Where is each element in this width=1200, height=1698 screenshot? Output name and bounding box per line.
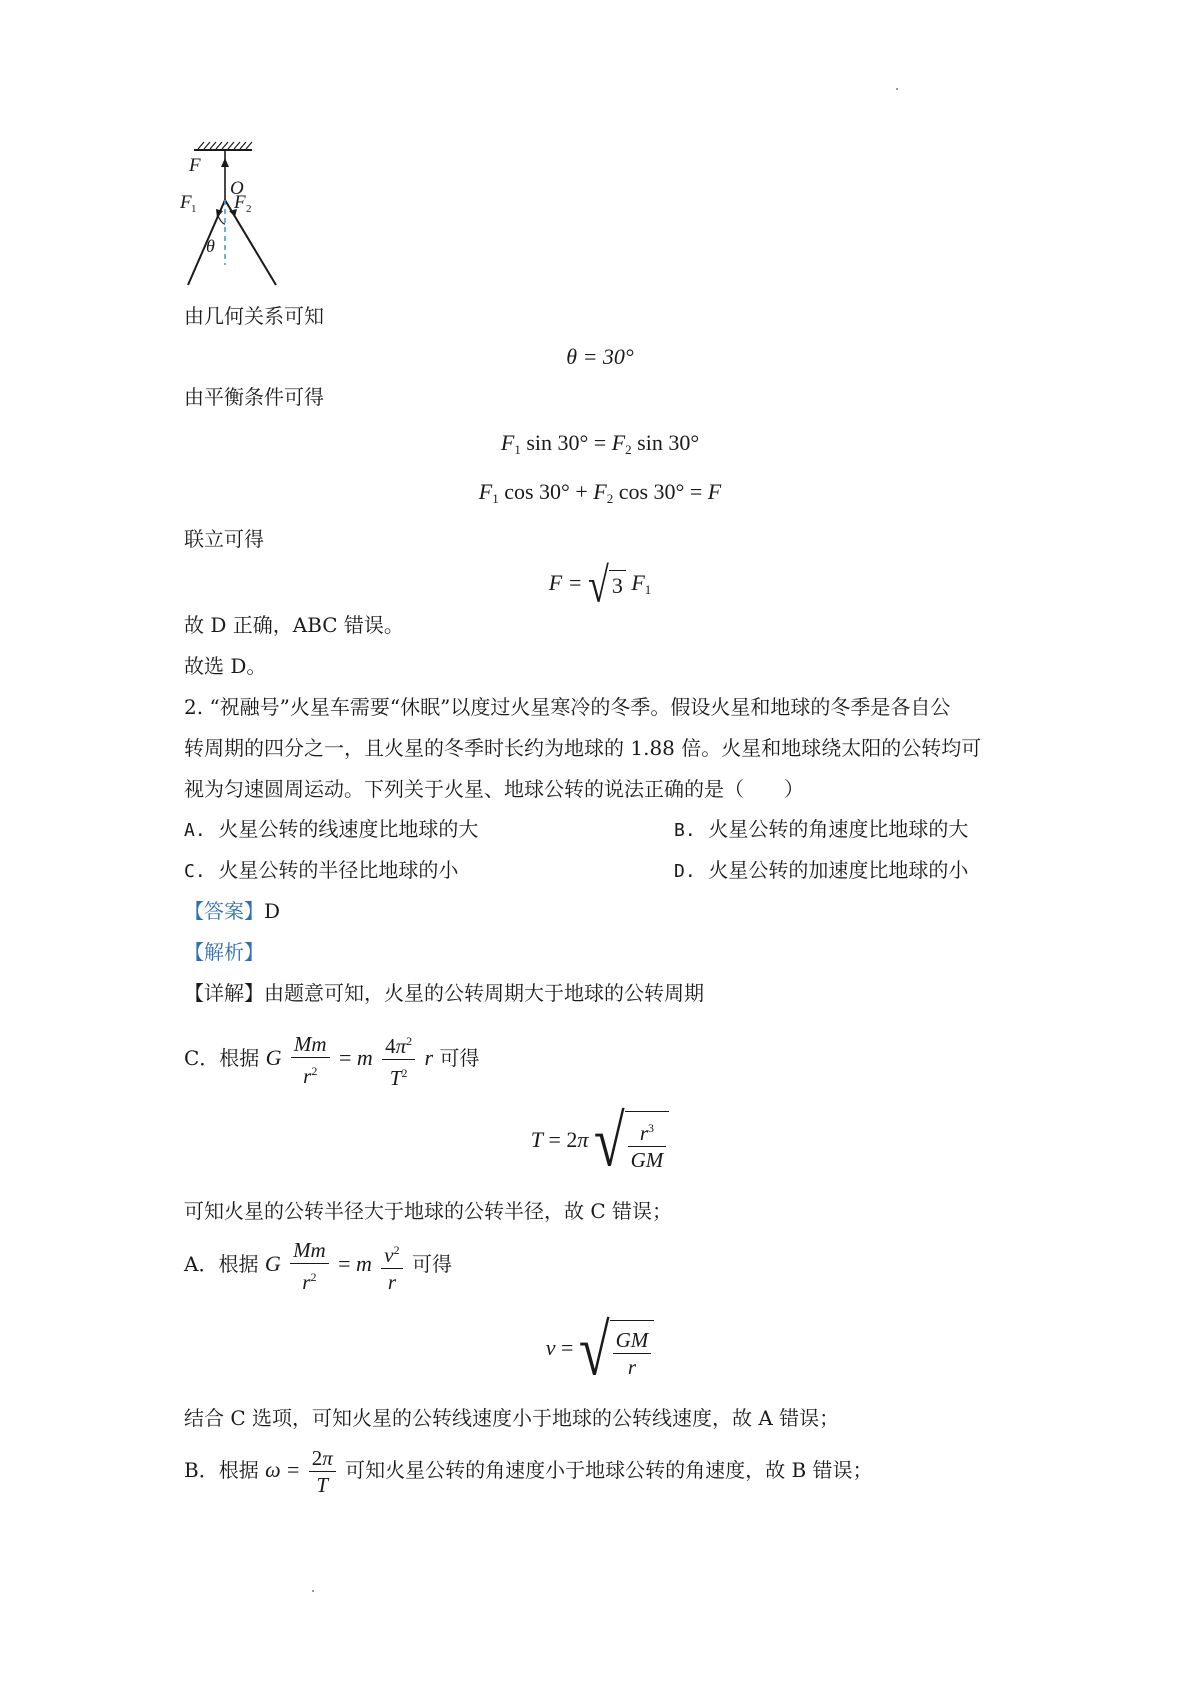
detail-c-line: C．根据 G $\frac{Mm}{r^2}$ = m $\frac{4\pi^2}{T^2}$ r 可得 <box>184 1028 479 1091</box>
detail-a-line: A．根据 G $\frac{Mm}{r^2}$ = m $\frac{v^2}{r}$ 可得 <box>184 1237 452 1294</box>
force-diagram <box>180 140 300 290</box>
option-c <box>184 856 458 886</box>
equation-result: F = √ 3 $F_1$ <box>548 558 652 613</box>
angle-arc <box>218 216 225 224</box>
equation-theta: θ = 30° <box>566 344 634 369</box>
eq3-f1: F <box>631 570 645 595</box>
label-f1: F <box>180 192 192 213</box>
label-f2-sub: 2 <box>246 203 252 215</box>
option-d <box>674 856 968 886</box>
detail-a-conclusion: 结合 C 选项，可知火星的公转线速度小于地球的公转线速度，故 A 错误； <box>184 1406 840 1430</box>
detail-b-line: B．根据 ω = $\frac{2\pi}{T}$ 可知火星公转的角速度小于地球公转的角速度，故 B 错误； <box>184 1446 873 1497</box>
label-theta: θ <box>206 236 215 256</box>
corner-mark-bottom <box>312 1590 314 1592</box>
option-a <box>184 815 478 845</box>
label-f2: F <box>234 192 246 213</box>
option-a-text: 火星公转的线速度比地球的大 <box>218 817 479 841</box>
option-c-label: C. <box>184 861 206 882</box>
equation-period: T = 2π √ $\frac{r^3}{GM}$ <box>0 1110 1200 1173</box>
detail-a-prefix: A．根据 <box>184 1252 259 1276</box>
answer-value: D <box>264 899 281 923</box>
text-geometry: 由几何关系可知 <box>184 304 324 328</box>
fraction-mm-r2: $\frac{Mm}{r^2}$ <box>291 1031 330 1089</box>
fraction-mm-r2-a: $\frac{Mm}{r^2}$ <box>290 1237 329 1295</box>
arrow-f <box>221 158 229 167</box>
option-b <box>674 815 968 845</box>
label-f: F <box>189 155 201 176</box>
detail-b-prefix: B．根据 <box>184 1458 259 1482</box>
answer-line <box>184 897 280 925</box>
eq2-mid: cos 30° + <box>504 479 594 504</box>
detail-c-conclusion: 可知火星的公转半径大于地球的公转半径，故 C 错误； <box>184 1199 673 1223</box>
eq1-end: sin 30° <box>637 430 700 455</box>
analysis-tag: 【解析】 <box>184 940 264 964</box>
detail-b-suffix: 可知火星公转的角速度小于地球公转的角速度，故 B 错误； <box>345 1458 873 1482</box>
text-conclusion-1: 故 D 正确，ABC 错误。 <box>184 613 404 637</box>
equation-sin: $F_1$ $\sin 30^\circ = F_2$ sin 30° <box>500 430 700 457</box>
equation-velocity: v = √ $\frac{GM}{r}$ <box>0 1318 1200 1381</box>
sqrt-gm-r: √ $\frac{GM}{r}$ <box>579 1319 654 1381</box>
text-balance: 由平衡条件可得 <box>184 385 324 409</box>
eq2-f2: F <box>593 479 607 504</box>
option-b-text: 火星公转的角速度比地球的大 <box>708 817 969 841</box>
detail-intro: 【详解】由题意可知，火星的公转周期大于地球的公转周期 <box>184 981 704 1005</box>
question-line-3: 视为匀速圆周运动。下列关于火星、地球公转的说法正确的是（ ） <box>184 777 804 801</box>
answer-tag: 【答案】 <box>184 899 264 923</box>
label-o: O <box>230 178 244 199</box>
option-a-label: A. <box>184 820 206 841</box>
equation-cos: $F_1$ $\cos 30^\circ + F_2$ cos 30° = F <box>478 479 722 506</box>
option-d-text: 火星公转的加速度比地球的小 <box>708 858 969 882</box>
option-c-text: 火星公转的半径比地球的小 <box>218 858 459 882</box>
fraction-4pi2-t2: $\frac{4\pi^2}{T^2}$ <box>382 1028 415 1091</box>
sqrt-r3-gm: √ $\frac{r^3}{GM}$ <box>594 1110 669 1173</box>
fraction-v2-r: $\frac{v^2}{r}$ <box>381 1237 402 1295</box>
corner-mark-top <box>896 88 898 90</box>
arrow-f1 <box>216 209 223 218</box>
question-line-1: 2. “祝融号”火星车需要“休眠”以度过火星寒冷的冬季。假设火星和地球的冬季是各自公 <box>184 695 951 719</box>
label-f1-sub: 1 <box>191 203 197 215</box>
detail-a-suffix: 可得 <box>411 1252 452 1276</box>
eq2-f1: F <box>478 479 493 504</box>
option-d-label: D. <box>674 861 696 882</box>
fraction-2pi-t: $\frac{2\pi}{T}$ <box>309 1445 336 1498</box>
text-joint: 联立可得 <box>184 527 264 551</box>
eq1-f1: F <box>500 430 515 455</box>
option-b-label: B. <box>674 820 696 841</box>
eq1-f2: F <box>611 430 626 455</box>
sqrt-3: √ 3 <box>588 569 626 601</box>
eq2-mid2: cos 30° = <box>618 479 708 504</box>
eq2-f: F <box>707 479 722 504</box>
detail-c-prefix: C．根据 <box>184 1046 260 1070</box>
eq3-f: F = <box>548 570 588 595</box>
question-line-2: 转周期的四分之一，且火星的冬季时长约为地球的 1.88 倍。火星和地球绕太阳的公转均可 <box>184 736 982 760</box>
text-choose-1: 故选 D。 <box>184 654 267 678</box>
detail-c-suffix: 可得 <box>439 1046 480 1070</box>
eq1-mid: sin 30° = <box>526 430 612 455</box>
